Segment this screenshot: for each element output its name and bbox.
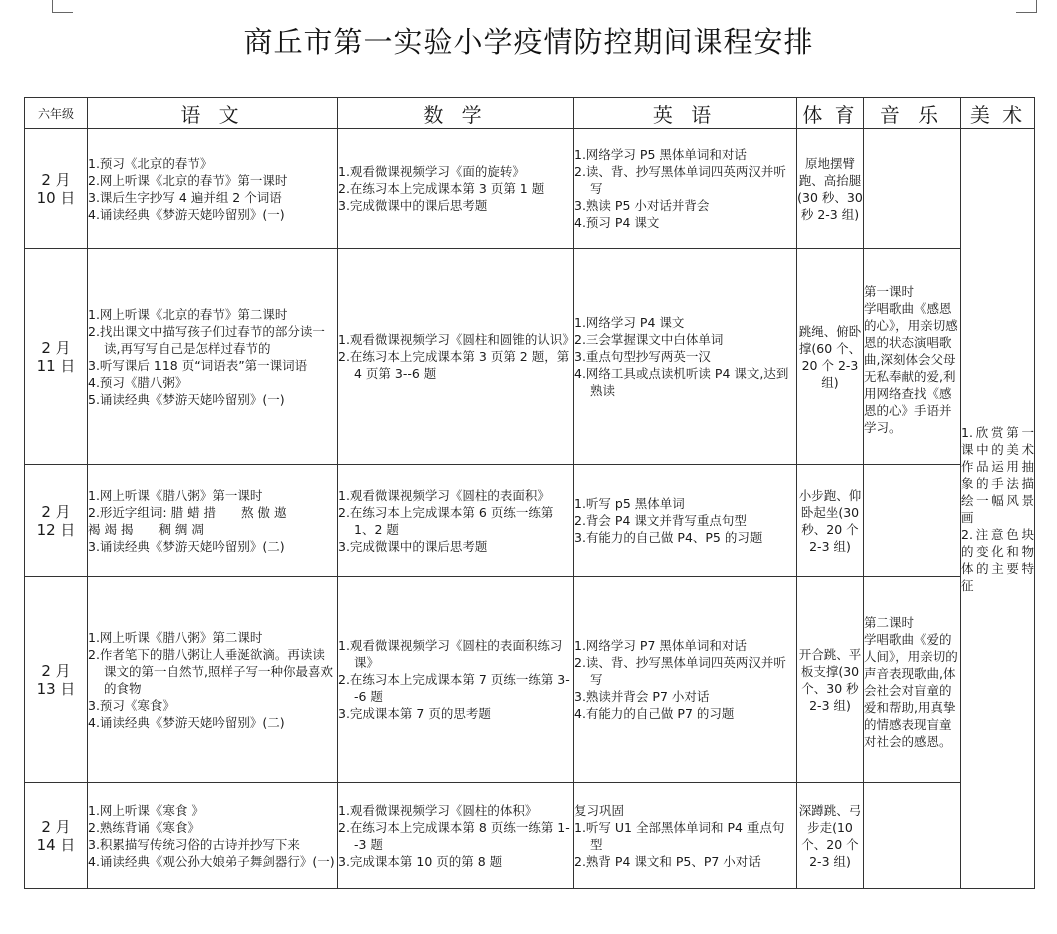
cell-text-line: 12 日 xyxy=(36,520,76,539)
cell-text-line: 2 月 xyxy=(41,170,71,189)
header-math: 数 学 xyxy=(338,98,574,129)
cell-text-line: 1.欣赏第一课中的美术作品运用抽象的手法描绘一幅风景画 xyxy=(961,424,1034,525)
cell-text-line: 3.完成课本第 7 页的思考题 xyxy=(338,706,491,721)
crop-mark-left xyxy=(52,0,73,13)
cell-text-line: 1.观看微课视频学习《面的旋转》 xyxy=(338,164,525,179)
english-cell xyxy=(574,249,797,465)
table-row xyxy=(25,129,1035,249)
table-row xyxy=(25,783,1035,889)
cell-text-line: 3.熟读并背会 P7 小对话 xyxy=(574,689,710,704)
music-cell-lesson-2 xyxy=(864,577,961,783)
english-cell xyxy=(574,129,797,249)
cell-text-line: 1.网上听课《北京的春节》第二课时 xyxy=(88,306,288,322)
cell-text-line: 2.在练习本上完成课本第 7 页练一练第 3--6 题 xyxy=(338,672,570,704)
pe-cell: 开合跳、平板支撑(30 个、30 秒 2-3 组) xyxy=(797,577,864,783)
cell-text-line: 11 日 xyxy=(36,356,76,375)
cell-text-line: 1.网上听课《腊八粥》第二课时 xyxy=(88,629,263,645)
cell-text-line: 1.观看微课视频学习《圆柱的表面积》 xyxy=(338,487,550,503)
cell-text-line: 3.积累描写传统习俗的古诗并抄写下来 xyxy=(88,836,300,852)
cell-text-line: 1.观看微课视频学习《圆柱和圆锥的认识》 xyxy=(338,332,575,347)
header-music: 音 乐 xyxy=(864,98,961,129)
cell-text-line: 2.熟背 P4 课文和 P5、P7 小对话 xyxy=(574,853,761,869)
cell-text-line: 4.预习 P4 课文 xyxy=(574,215,660,230)
cell-text-line: 4.网络工具或点读机听读 P4 课文,达到熟读 xyxy=(574,366,789,398)
chinese-cell xyxy=(88,465,338,577)
cell-text-line: 2 月 xyxy=(41,502,71,521)
header-row xyxy=(25,98,1035,129)
cell-text-line: 4.诵读经典《观公孙大娘弟子舞剑器行》(一) xyxy=(88,853,335,869)
math-cell xyxy=(338,249,574,465)
math-cell xyxy=(338,577,574,783)
cell-text-line: 2 月 xyxy=(41,817,71,836)
cell-text-line: 复习巩固 xyxy=(574,802,625,818)
art-cell xyxy=(961,129,1035,889)
cell-text-line: 3.课后生字抄写 4 遍并组 2 个词语 xyxy=(88,189,282,205)
cell-text-line: 1.预习《北京的春节》 xyxy=(88,155,213,171)
cell-text-line: 2.读、背、抄写黑体单词四英两汉并听写 xyxy=(574,655,786,687)
cell-text-line: 2.在练习本上完成课本第 3 页第 1 题 xyxy=(338,181,545,196)
header-chinese: 语 文 xyxy=(88,98,338,129)
math-cell xyxy=(338,129,574,249)
cell-text-line: 褐 竭 揭 稠 绸 凋 xyxy=(88,521,204,537)
cell-text-line: 4.有能力的自己做 P7 的习题 xyxy=(574,706,735,721)
english-cell xyxy=(574,783,797,889)
cell-text-line: 1.网络学习 P5 黑体单词和对话 xyxy=(574,147,747,162)
music-cell-lesson-1 xyxy=(864,249,961,465)
cell-text-line: 2 月 xyxy=(41,338,71,357)
header-english: 英 语 xyxy=(574,98,797,129)
date-cell xyxy=(25,577,88,783)
chinese-cell xyxy=(88,783,338,889)
cell-text-line: 2.背会 P4 课文并背写重点句型 xyxy=(574,513,747,528)
cell-text-line: 13 日 xyxy=(36,679,76,698)
schedule-table xyxy=(24,97,1035,889)
cell-text-line: 1.观看微课视频学习《圆柱的体积》 xyxy=(338,802,538,818)
date-cell xyxy=(25,465,88,577)
table-row xyxy=(25,465,1035,577)
cell-text-line: 10 日 xyxy=(36,188,76,207)
date-cell xyxy=(25,249,88,465)
cell-text-line: 1.听写 p5 黑体单词 xyxy=(574,496,685,511)
math-cell xyxy=(338,783,574,889)
english-cell xyxy=(574,577,797,783)
music-cell-empty xyxy=(864,129,961,249)
cell-text-line: 5.诵读经典《梦游天姥吟留别》(一) xyxy=(88,391,285,407)
cell-text-line: 学唱歌曲《感恩的心》，用亲切感恩的状态演唱歌曲,深刻体会父母无私奉献的爱,利用网络查找《感恩的心》手语并学习。 xyxy=(864,301,958,435)
cell-text-line: 2.在练习本上完成课本第 6 页练一练第 1、2 题 xyxy=(338,504,554,537)
cell-text-line: 2.三会掌握课文中白体单词 xyxy=(574,332,724,347)
chinese-cell xyxy=(88,577,338,783)
cell-text-line: 3.预习《寒食》 xyxy=(88,697,175,713)
cell-text-line: 3.完成微课中的课后思考题 xyxy=(338,538,488,554)
english-cell xyxy=(574,465,797,577)
pe-cell: 跳绳、俯卧撑(60 个、20 个 2-3 组) xyxy=(797,249,864,465)
cell-text-line: 3.完成课本第 10 页的第 8 题 xyxy=(338,853,503,869)
table-row xyxy=(25,577,1035,783)
cell-text-line: 3.听写课后 118 页“词语表”第一课词语 xyxy=(88,357,308,373)
cell-text-line: 2 月 xyxy=(41,661,71,680)
cell-text-line: 3.重点句型抄写两英一汉 xyxy=(574,349,711,364)
chinese-cell xyxy=(88,129,338,249)
cell-text-line: 2.作者笔下的腊八粥让人垂涎欲滴。再读读课文的第一自然节,照样子写一种你最喜欢的食物 xyxy=(88,646,333,696)
cell-text-line: 第二课时 xyxy=(864,614,915,630)
header-pe: 体 育 xyxy=(797,98,864,129)
cell-text-line: 2.在练习本上完成课本第 8 页练一练第 1--3 题 xyxy=(338,819,570,852)
cell-text-line: 3.诵读经典《梦游天姥吟留别》(二) xyxy=(88,538,285,554)
cell-text-line: 4.诵读经典《梦游天姥吟留别》(一) xyxy=(88,206,285,222)
music-cell-empty xyxy=(864,465,961,577)
header-grade: 六年级 xyxy=(25,98,88,129)
header-art: 美 术 xyxy=(961,98,1035,129)
cell-text-line: 3.熟读 P5 小对话并背会 xyxy=(574,198,710,213)
cell-text-line: 3.有能力的自己做 P4、P5 的习题 xyxy=(574,530,763,545)
page-title: 商丘市第一实验小学疫情防控期间课程安排 xyxy=(243,25,814,59)
music-cell-empty xyxy=(864,783,961,889)
cell-text-line: 2.熟练背诵《寒食》 xyxy=(88,819,200,835)
table-row xyxy=(25,249,1035,465)
cell-text-line: 2.找出课文中描写孩子们过春节的部分读一读,再写写自己是怎样过春节的 xyxy=(88,323,325,356)
cell-text-line: 1.网络学习 P7 黑体单词和对话 xyxy=(574,638,747,653)
pe-cell: 原地摆臂跑、高抬腿(30 秒、30 秒 2-3 组) xyxy=(797,129,864,249)
crop-mark-right xyxy=(1016,0,1037,13)
date-cell xyxy=(25,783,88,889)
cell-text-line: 4.预习《腊八粥》 xyxy=(88,374,188,390)
cell-text-line: 4.诵读经典《梦游天姥吟留别》(二) xyxy=(88,714,285,730)
cell-text-line: 第一课时 xyxy=(864,284,915,299)
cell-text-line: 2.网上听课《北京的春节》第一课时 xyxy=(88,172,288,188)
cell-text-line: 2.读、背、抄写黑体单词四英两汉并听写 xyxy=(574,164,786,196)
cell-text-line: 2.注意色块的变化和物体的主要特征 xyxy=(961,526,1034,593)
cell-text-line: 1.听写 U1 全部黑体单词和 P4 重点句型 xyxy=(574,819,785,852)
chinese-cell xyxy=(88,249,338,465)
cell-text-line: 1.网上听课《寒食 》 xyxy=(88,802,204,818)
cell-text-line: 2.在练习本上完成课本第 3 页第 2 题，第 4 页第 3--6 题 xyxy=(338,349,570,381)
cell-text-line: 1.观看微课视频学习《圆柱的表面积练习课》 xyxy=(338,638,563,670)
pe-cell: 深蹲跳、弓步走(10 个、20 个 2-3 组) xyxy=(797,783,864,889)
cell-text-line: 1.网上听课《腊八粥》第一课时 xyxy=(88,487,263,503)
cell-text-line: 2.形近字组词: 腊 蜡 措 熬 傲 遨 xyxy=(88,504,287,520)
cell-text-line: 3.完成微课中的课后思考题 xyxy=(338,198,488,213)
date-cell xyxy=(25,129,88,249)
math-cell xyxy=(338,465,574,577)
pe-cell: 小步跑、仰卧起坐(30 秒、20 个 2-3 组) xyxy=(797,465,864,577)
cell-text-line: 14 日 xyxy=(36,835,76,854)
cell-text-line: 学唱歌曲《爱的人间》，用亲切的声音表现歌曲,体会社会对盲童的爱和帮助,用真挚的情感表现盲童对社会的感恩。 xyxy=(864,631,958,749)
cell-text-line: 1.网络学习 P4 课文 xyxy=(574,315,685,330)
